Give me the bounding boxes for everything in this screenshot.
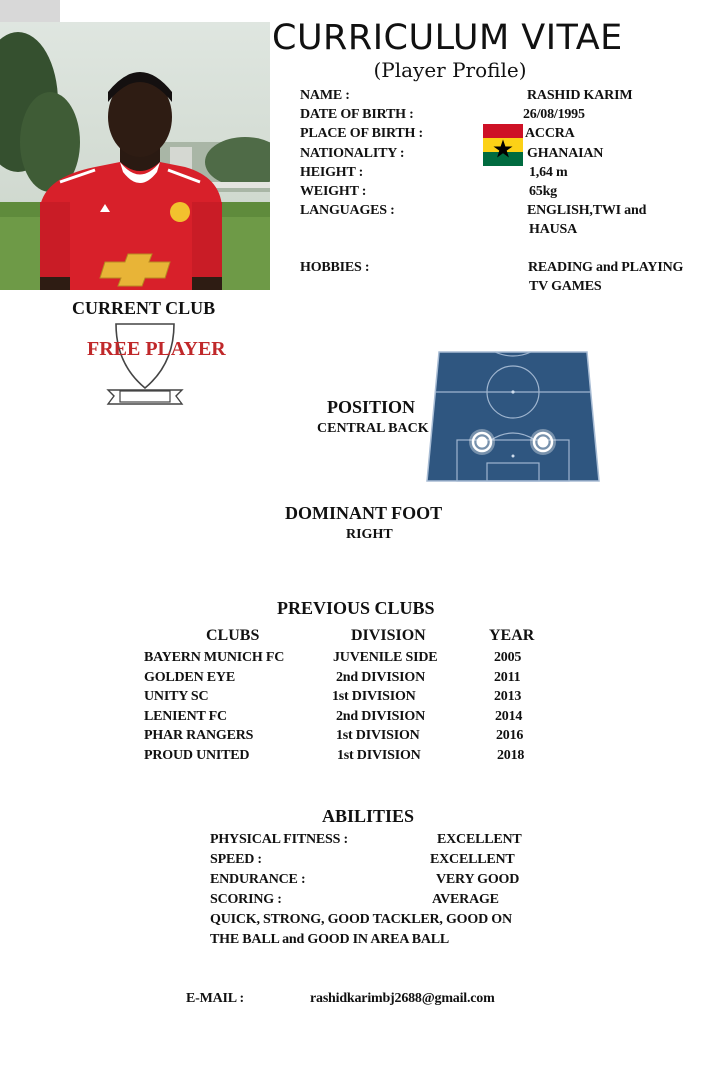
pob-label: PLACE OF BIRTH : bbox=[300, 126, 423, 141]
name-value: RASHID KARIM bbox=[527, 88, 633, 103]
table-row-club: BAYERN MUNICH FC bbox=[144, 650, 285, 665]
table-row-division: 1st DIVISION bbox=[332, 689, 416, 704]
abilities-heading: ABILITIES bbox=[322, 806, 415, 826]
table-row-division: 1st DIVISION bbox=[336, 728, 420, 743]
table-row-club: PHAR RANGERS bbox=[144, 728, 254, 743]
ability-value: EXCELLENT bbox=[430, 852, 515, 867]
name-label: NAME : bbox=[300, 88, 350, 103]
ability-label: SCORING : bbox=[210, 892, 282, 907]
weight-value: 65kg bbox=[529, 184, 557, 199]
height-value: 1,64 m bbox=[529, 165, 568, 180]
previous-clubs-heading: PREVIOUS CLUBS bbox=[277, 598, 435, 618]
table-row-year: 2018 bbox=[497, 748, 525, 763]
abilities-summary-line2: THE BALL and GOOD IN AREA BALL bbox=[210, 932, 450, 947]
abilities-summary-line1: QUICK, STRONG, GOOD TACKLER, GOOD ON bbox=[210, 912, 512, 927]
dominant-foot-heading: DOMINANT FOOT bbox=[285, 503, 443, 523]
column-header-year: YEAR bbox=[489, 627, 535, 644]
position-value: CENTRAL BACK bbox=[317, 421, 429, 436]
column-header-division: DIVISION bbox=[351, 627, 426, 644]
table-row-division: 2nd DIVISION bbox=[336, 670, 426, 685]
hobbies-label: HOBBIES : bbox=[300, 260, 370, 275]
top-strip bbox=[0, 0, 60, 22]
languages-value-line1: ENGLISH,TWI and bbox=[527, 203, 647, 218]
pob-value: ACCRA bbox=[525, 126, 575, 141]
languages-value-line2: HAUSA bbox=[529, 222, 578, 237]
ability-value: EXCELLENT bbox=[437, 832, 522, 847]
table-row-division: 2nd DIVISION bbox=[336, 709, 426, 724]
table-row-year: 2005 bbox=[494, 650, 522, 665]
dob-label: DATE OF BIRTH : bbox=[300, 107, 414, 122]
player-photo bbox=[0, 22, 270, 290]
page-title: CURRICULUM VITAE bbox=[272, 18, 623, 58]
dominant-foot-value: RIGHT bbox=[346, 527, 393, 542]
weight-label: WEIGHT : bbox=[300, 184, 367, 199]
table-row-year: 2013 bbox=[494, 689, 522, 704]
column-header-clubs: CLUBS bbox=[206, 627, 260, 644]
ability-label: ENDURANCE : bbox=[210, 872, 306, 887]
club-crest-icon bbox=[100, 318, 190, 414]
email-label: E-MAIL : bbox=[186, 991, 244, 1006]
hobbies-value-line1: READING and PLAYING bbox=[528, 260, 684, 275]
current-club-heading: CURRENT CLUB bbox=[72, 298, 216, 318]
ability-label: SPEED : bbox=[210, 852, 262, 867]
table-row-division: JUVENILE SIDE bbox=[333, 650, 438, 665]
table-row-club: LENIENT FC bbox=[144, 709, 227, 724]
position-heading: POSITION bbox=[327, 397, 416, 417]
pitch-diagram bbox=[425, 350, 601, 488]
ability-value: AVERAGE bbox=[432, 892, 499, 907]
hobbies-value-line2: TV GAMES bbox=[529, 279, 602, 294]
table-row-division: 1st DIVISION bbox=[337, 748, 421, 763]
dob-value: 26/08/1995 bbox=[523, 107, 585, 122]
table-row-year: 2016 bbox=[496, 728, 524, 743]
ability-label: PHYSICAL FITNESS : bbox=[210, 832, 348, 847]
page-subtitle: (Player Profile) bbox=[373, 58, 527, 82]
nationality-value: GHANAIAN bbox=[527, 146, 604, 161]
table-row-club: PROUD UNITED bbox=[144, 748, 250, 763]
ability-value: VERY GOOD bbox=[436, 872, 520, 887]
height-label: HEIGHT : bbox=[300, 165, 364, 180]
nationality-label: NATIONALITY : bbox=[300, 146, 405, 161]
current-club-value: FREE PLAYER bbox=[87, 338, 226, 360]
table-row-club: GOLDEN EYE bbox=[144, 670, 235, 685]
table-row-club: UNITY SC bbox=[144, 689, 209, 704]
email-link[interactable]: rashidkarimbj2688@gmail.com bbox=[310, 991, 495, 1006]
ghana-flag-icon bbox=[483, 124, 523, 166]
table-row-year: 2011 bbox=[494, 670, 521, 685]
table-row-year: 2014 bbox=[495, 709, 523, 724]
languages-label: LANGUAGES : bbox=[300, 203, 395, 218]
